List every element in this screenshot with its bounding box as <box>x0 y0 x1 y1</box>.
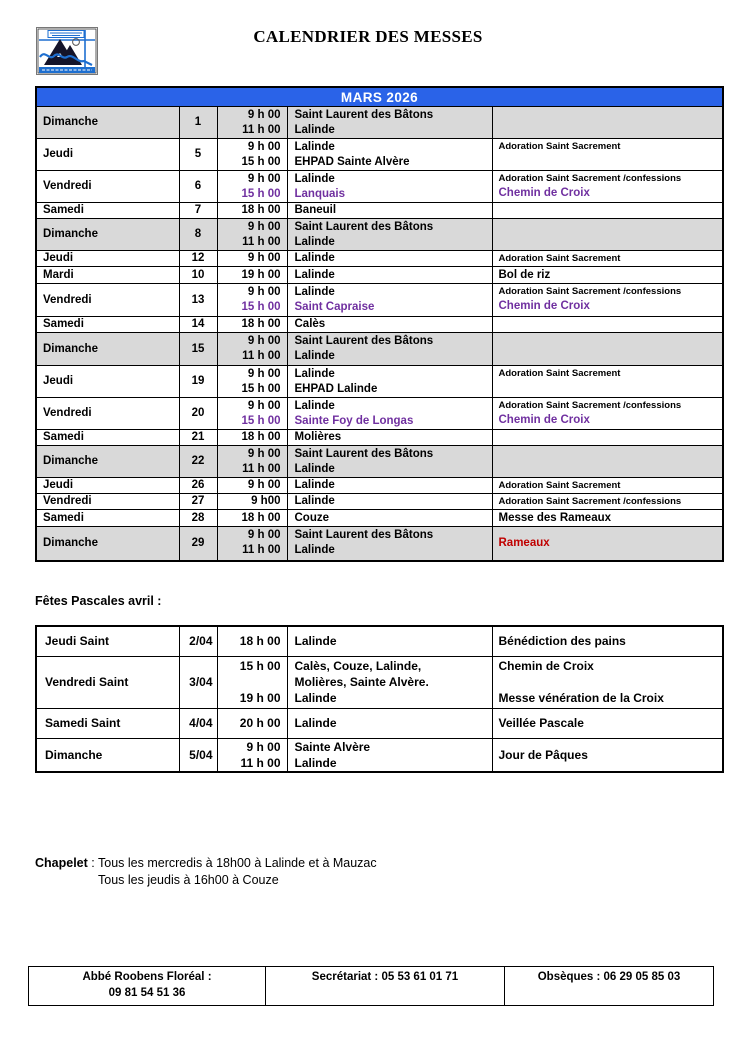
mass-time-cell <box>217 430 287 446</box>
mass-note: Adoration Saint Sacrement /confessions <box>498 400 682 411</box>
mass-place-cell <box>287 219 492 251</box>
mass-place: Lalinde <box>294 140 335 153</box>
mass-row <box>36 494 723 510</box>
day-name: Vendredi Saint <box>45 675 129 689</box>
day-name: Vendredi <box>43 407 92 419</box>
day-name-cell <box>36 510 179 527</box>
mass-time: 9 h 00 <box>247 286 281 298</box>
day-name: Dimanche <box>43 455 98 467</box>
mass-place-cell <box>287 398 492 430</box>
mass-time: 15 h 00 <box>239 659 281 673</box>
mass-time: 9 h 00 <box>247 335 281 347</box>
contacts-table <box>28 966 714 1006</box>
day-number-cell <box>179 494 217 510</box>
day-name-cell <box>36 139 179 171</box>
mass-note-cell <box>492 107 723 139</box>
day-number-cell <box>179 107 217 139</box>
mass-note-cell <box>492 267 723 284</box>
march-mass-table <box>35 86 724 562</box>
contact-line: Obsèques : 06 29 05 85 03 <box>537 971 681 983</box>
day-number: 14 <box>191 318 205 330</box>
mass-place-cell <box>287 267 492 284</box>
mass-place: Sainte Alvère <box>294 739 371 754</box>
day-number: 27 <box>191 495 205 507</box>
mass-note: Adoration Saint Sacrement <box>498 141 621 152</box>
mass-place-cell <box>287 738 492 772</box>
day-number: 20 <box>191 407 205 419</box>
mass-time: 9 h 00 <box>246 739 281 754</box>
mass-place: EHPAD Sainte Alvère <box>294 155 410 168</box>
day-name: Jeudi <box>43 375 74 387</box>
day-name: Jeudi <box>43 479 74 491</box>
mass-place: EHPAD Lalinde <box>294 382 378 395</box>
mass-place: Lalinde <box>294 252 335 264</box>
mass-note: Veillée Pascale <box>498 716 584 730</box>
mass-place: Saint Laurent des Bâtons <box>294 529 434 542</box>
day-name: Samedi <box>43 511 84 524</box>
mass-place-cell <box>287 708 492 738</box>
mass-place: Lalinde <box>294 691 337 705</box>
mass-time: 15 h 00 <box>241 155 281 168</box>
mass-row <box>36 708 723 738</box>
day-number-cell <box>179 430 217 446</box>
contact-cell <box>29 967 266 1006</box>
mass-time-cell <box>217 219 287 251</box>
mass-note: Chemin de Croix <box>498 300 590 312</box>
mass-note-cell <box>492 738 723 772</box>
day-number: 2/04 <box>189 634 213 649</box>
mass-row <box>36 139 723 171</box>
day-number-cell <box>179 333 217 366</box>
mass-place-cell <box>287 494 492 510</box>
mass-place: Saint Laurent des Bâtons <box>294 447 434 460</box>
mass-row <box>36 171 723 203</box>
mass-row <box>36 219 723 251</box>
day-number-cell <box>179 626 217 656</box>
mass-note: Messe des Rameaux <box>498 511 612 524</box>
mass-place: Lalinde <box>294 123 335 136</box>
mass-note-cell <box>492 446 723 478</box>
mass-note-cell <box>492 527 723 561</box>
mass-time-cell <box>217 738 287 772</box>
mass-row <box>36 656 723 708</box>
mass-time: 9 h 00 <box>247 399 281 412</box>
mass-note-cell <box>492 494 723 510</box>
mass-note-cell <box>492 366 723 398</box>
day-name: Dimanche <box>45 747 103 762</box>
mass-note: Chemin de Croix <box>498 187 590 199</box>
mass-note: Adoration Saint Sacrement <box>498 368 621 379</box>
mass-time: 18 h 00 <box>239 634 281 649</box>
day-number: 7 <box>194 204 202 216</box>
mass-time: 9 h 00 <box>247 252 281 264</box>
day-number: 19 <box>191 375 205 387</box>
mass-time-cell <box>217 446 287 478</box>
mass-time: 18 h 00 <box>241 318 281 330</box>
mass-place-cell <box>287 656 492 708</box>
day-name-cell <box>36 366 179 398</box>
day-name-cell <box>36 626 179 656</box>
contacts-row <box>29 967 714 1006</box>
mass-place-cell <box>287 446 492 478</box>
day-name-cell <box>36 398 179 430</box>
day-name: Vendredi <box>43 180 92 192</box>
day-name-cell <box>36 527 179 561</box>
day-name: Samedi <box>43 318 84 330</box>
mass-place: Lalinde <box>294 716 337 730</box>
chapelet-text1: : Tous les mercredis à 18h00 à Lalinde et à Mauzac <box>91 856 377 870</box>
mass-time: 15 h 00 <box>241 301 281 313</box>
day-number-cell <box>179 203 217 219</box>
mass-place: Saint Laurent des Bâtons <box>294 108 434 121</box>
day-name: Samedi Saint <box>45 716 121 730</box>
chapelet-label: Chapelet <box>35 856 88 870</box>
chapelet-note <box>35 855 377 889</box>
day-name: Jeudi Saint <box>45 634 110 649</box>
mass-time: 9 h 00 <box>247 529 281 542</box>
day-number-cell <box>179 527 217 561</box>
day-number-cell <box>179 317 217 333</box>
mass-note-cell <box>492 478 723 494</box>
day-number-cell <box>179 251 217 267</box>
mass-place-cell <box>287 510 492 527</box>
mass-time: 15 h 00 <box>241 187 281 200</box>
mass-note-cell <box>492 317 723 333</box>
day-name-cell <box>36 267 179 284</box>
mass-place: Lalinde <box>294 399 335 412</box>
mass-place: Saint Capraise <box>294 301 375 313</box>
day-name-cell <box>36 446 179 478</box>
mass-row <box>36 430 723 446</box>
mass-time-cell <box>217 708 287 738</box>
mass-place: Lalinde <box>294 495 335 507</box>
mass-row <box>36 333 723 366</box>
mass-time: 18 h 00 <box>241 204 281 216</box>
mass-time: 9 h 00 <box>247 172 281 185</box>
easter-mass-table <box>35 625 724 773</box>
day-name-cell <box>36 251 179 267</box>
mass-note-cell <box>492 219 723 251</box>
mass-place: Saint Laurent des Bâtons <box>294 220 434 233</box>
mass-place: Lalinde <box>294 544 335 557</box>
day-name-cell <box>36 430 179 446</box>
mass-note-cell <box>492 203 723 219</box>
mass-place: Lalinde <box>294 462 335 475</box>
mass-note-cell <box>492 284 723 317</box>
mass-note-cell <box>492 139 723 171</box>
mass-note-cell <box>492 171 723 203</box>
mass-note: Chemin de Croix <box>498 659 594 673</box>
mass-note <box>499 674 723 690</box>
mass-place-cell <box>287 203 492 219</box>
mass-time: 11 h 00 <box>242 235 281 248</box>
mass-place: Lanquais <box>294 187 345 200</box>
mass-time-cell <box>217 317 287 333</box>
mass-time: 9 h 00 <box>247 447 281 460</box>
mass-time-cell <box>217 398 287 430</box>
day-number-cell <box>179 366 217 398</box>
mass-time-cell <box>217 527 287 561</box>
day-name: Dimanche <box>43 536 98 549</box>
mass-place-cell <box>287 333 492 366</box>
day-name: Samedi <box>43 431 84 443</box>
mass-note: Adoration Saint Sacrement <box>498 480 621 491</box>
mass-place: Lalinde <box>294 286 335 298</box>
day-number: 1 <box>194 116 202 128</box>
day-name: Dimanche <box>43 116 98 128</box>
day-name-cell <box>36 494 179 510</box>
day-name: Jeudi <box>43 148 74 160</box>
mass-time-cell <box>217 333 287 366</box>
mass-row <box>36 251 723 267</box>
mass-place: Lalinde <box>294 172 335 185</box>
contact-cell <box>505 967 714 1006</box>
mass-place-cell <box>287 171 492 203</box>
mass-time-cell <box>217 107 287 139</box>
mass-time: 11 h 00 <box>242 544 281 557</box>
mass-place-cell <box>287 284 492 317</box>
day-number: 12 <box>191 252 205 264</box>
mass-place-cell <box>287 527 492 561</box>
day-number: 5/04 <box>189 747 213 762</box>
mass-note-cell <box>492 333 723 366</box>
day-number: 15 <box>191 342 205 355</box>
day-name: Jeudi <box>43 252 74 264</box>
day-name: Vendredi <box>43 293 92 306</box>
day-number-cell <box>179 171 217 203</box>
day-number: 29 <box>191 536 205 549</box>
mass-row <box>36 510 723 527</box>
mass-row <box>36 478 723 494</box>
day-number: 22 <box>191 455 205 467</box>
day-name: Mardi <box>43 268 74 281</box>
day-number-cell <box>179 738 217 772</box>
mass-time: 19 h 00 <box>239 691 281 705</box>
day-name: Samedi <box>43 204 84 216</box>
month-header-row <box>36 87 723 107</box>
mass-time: 19 h 00 <box>241 268 281 281</box>
day-number: 6 <box>194 180 202 192</box>
mass-time: 15 h 00 <box>241 382 281 395</box>
mass-time: 11 h 00 <box>240 755 281 770</box>
mass-row <box>36 317 723 333</box>
mass-note-cell <box>492 656 723 708</box>
mass-time <box>218 674 281 690</box>
mass-note: Adoration Saint Sacrement /confessions <box>498 173 682 184</box>
mass-row <box>36 267 723 284</box>
mass-time: 9 h 00 <box>247 220 281 233</box>
day-number: 4/04 <box>189 716 213 730</box>
chapelet-line2: Tous les jeudis à 16h00 à Couze <box>98 873 279 887</box>
day-number-cell <box>179 478 217 494</box>
day-name-cell <box>36 171 179 203</box>
mass-place-cell <box>287 251 492 267</box>
day-number-cell <box>179 656 217 708</box>
mass-row <box>36 626 723 656</box>
day-number-cell <box>179 398 217 430</box>
mass-place: Lalinde <box>294 479 335 491</box>
day-name-cell <box>36 219 179 251</box>
mass-time-cell <box>217 366 287 398</box>
day-number-cell <box>179 708 217 738</box>
mass-place-cell <box>287 430 492 446</box>
mass-place: Molières <box>294 431 342 443</box>
day-number: 3/04 <box>189 675 213 689</box>
mass-time: 11 h 00 <box>242 123 281 136</box>
mass-place: Lalinde <box>294 755 337 770</box>
mass-note-cell <box>492 430 723 446</box>
mass-place: Lalinde <box>294 235 335 248</box>
day-name-cell <box>36 656 179 708</box>
mass-time: 9 h 00 <box>247 479 281 491</box>
mass-time: 9 h 00 <box>247 108 281 121</box>
day-name-cell <box>36 738 179 772</box>
day-number-cell <box>179 446 217 478</box>
mass-place: Lalinde <box>294 367 335 380</box>
mass-place-cell <box>287 107 492 139</box>
mass-time: 20 h 00 <box>239 716 281 730</box>
day-number: 5 <box>194 148 202 160</box>
mass-time-cell <box>217 494 287 510</box>
mass-note-cell <box>492 510 723 527</box>
mass-time: 18 h 00 <box>241 511 281 524</box>
day-number: 21 <box>191 431 205 443</box>
day-number: 26 <box>191 479 205 491</box>
mass-note: Bénédiction des pains <box>498 634 626 649</box>
day-name-cell <box>36 203 179 219</box>
page-title: CALENDRIER DES MESSES <box>253 27 483 46</box>
day-number-cell <box>179 267 217 284</box>
mass-time: 11 h 00 <box>242 462 281 475</box>
day-name-cell <box>36 708 179 738</box>
mass-note: Rameaux <box>498 536 550 549</box>
day-number: 10 <box>191 268 205 281</box>
mass-time-cell <box>217 139 287 171</box>
mass-place-cell <box>287 626 492 656</box>
contact-line: 09 81 54 51 36 <box>108 987 186 999</box>
mass-row <box>36 366 723 398</box>
mass-note-cell <box>492 708 723 738</box>
day-number-cell <box>179 510 217 527</box>
contact-line: Abbé Roobens Floréal : <box>82 971 212 983</box>
mass-time-cell <box>217 203 287 219</box>
mass-place: Calès, Couze, Lalinde, <box>294 659 422 673</box>
mass-row <box>36 398 723 430</box>
mass-place-cell <box>287 139 492 171</box>
month-header: MARS 2026 <box>36 87 723 107</box>
mass-time-cell <box>217 478 287 494</box>
day-number: 8 <box>194 228 202 240</box>
mass-time-cell <box>217 171 287 203</box>
mass-time-cell <box>217 251 287 267</box>
mass-place: Lalinde <box>294 350 335 362</box>
mass-row <box>36 738 723 772</box>
mass-note: Adoration Saint Sacrement /confessions <box>498 496 682 507</box>
day-name: Vendredi <box>43 495 92 507</box>
mass-time-cell <box>217 510 287 527</box>
mass-time: 18 h 00 <box>241 431 281 443</box>
day-name-cell <box>36 107 179 139</box>
mass-place-cell <box>287 366 492 398</box>
day-name-cell <box>36 478 179 494</box>
mass-note: Messe vénération de la Croix <box>498 691 664 705</box>
mass-place: Molières, Sainte Alvère. <box>294 675 429 689</box>
mass-place: Saint Laurent des Bâtons <box>294 335 434 347</box>
day-number-cell <box>179 139 217 171</box>
contact-cell <box>266 967 505 1006</box>
mass-place: Baneuil <box>294 204 337 216</box>
day-name-cell <box>36 284 179 317</box>
mass-note: Adoration Saint Sacrement <box>498 253 621 264</box>
mass-time: 11 h 00 <box>242 350 281 362</box>
mass-place: Couze <box>294 511 329 524</box>
day-number: 28 <box>191 511 205 524</box>
mass-time-cell <box>217 267 287 284</box>
mass-time: 9 h 00 <box>247 367 281 380</box>
day-name: Dimanche <box>43 342 98 355</box>
day-name: Dimanche <box>43 228 98 240</box>
mass-time-cell <box>217 284 287 317</box>
mass-note: Jour de Pâques <box>498 747 588 762</box>
mass-place-cell <box>287 317 492 333</box>
mass-time-cell <box>217 626 287 656</box>
contact-line: Secrétariat : 05 53 61 01 71 <box>311 971 459 983</box>
mass-place: Lalinde <box>294 634 337 649</box>
easter-section-heading: Fêtes Pascales avril : <box>35 594 162 608</box>
mass-row <box>36 107 723 139</box>
mass-note-cell <box>492 398 723 430</box>
mass-row <box>36 527 723 561</box>
mass-note: Chemin de Croix <box>498 414 590 426</box>
mass-place: Calès <box>294 318 326 330</box>
mass-place-cell <box>287 478 492 494</box>
mass-time-cell <box>217 656 287 708</box>
mass-note-cell <box>492 626 723 656</box>
mass-row <box>36 284 723 317</box>
mass-place: Sainte Foy de Longas <box>294 414 414 427</box>
mass-time: 9 h 00 <box>247 140 281 153</box>
day-name-cell <box>36 333 179 366</box>
chapelet-line1 <box>35 855 377 872</box>
day-number-cell <box>179 284 217 317</box>
mass-row <box>36 446 723 478</box>
mass-note-cell <box>492 251 723 267</box>
mass-note: Adoration Saint Sacrement /confessions <box>498 286 682 297</box>
mass-row <box>36 203 723 219</box>
mass-time: 15 h 00 <box>241 414 281 427</box>
mass-place: Lalinde <box>294 268 335 281</box>
day-number: 13 <box>191 293 205 306</box>
day-name-cell <box>36 317 179 333</box>
mass-time: 9 h00 <box>251 495 281 507</box>
mass-note: Bol de riz <box>498 268 551 281</box>
day-number-cell <box>179 219 217 251</box>
